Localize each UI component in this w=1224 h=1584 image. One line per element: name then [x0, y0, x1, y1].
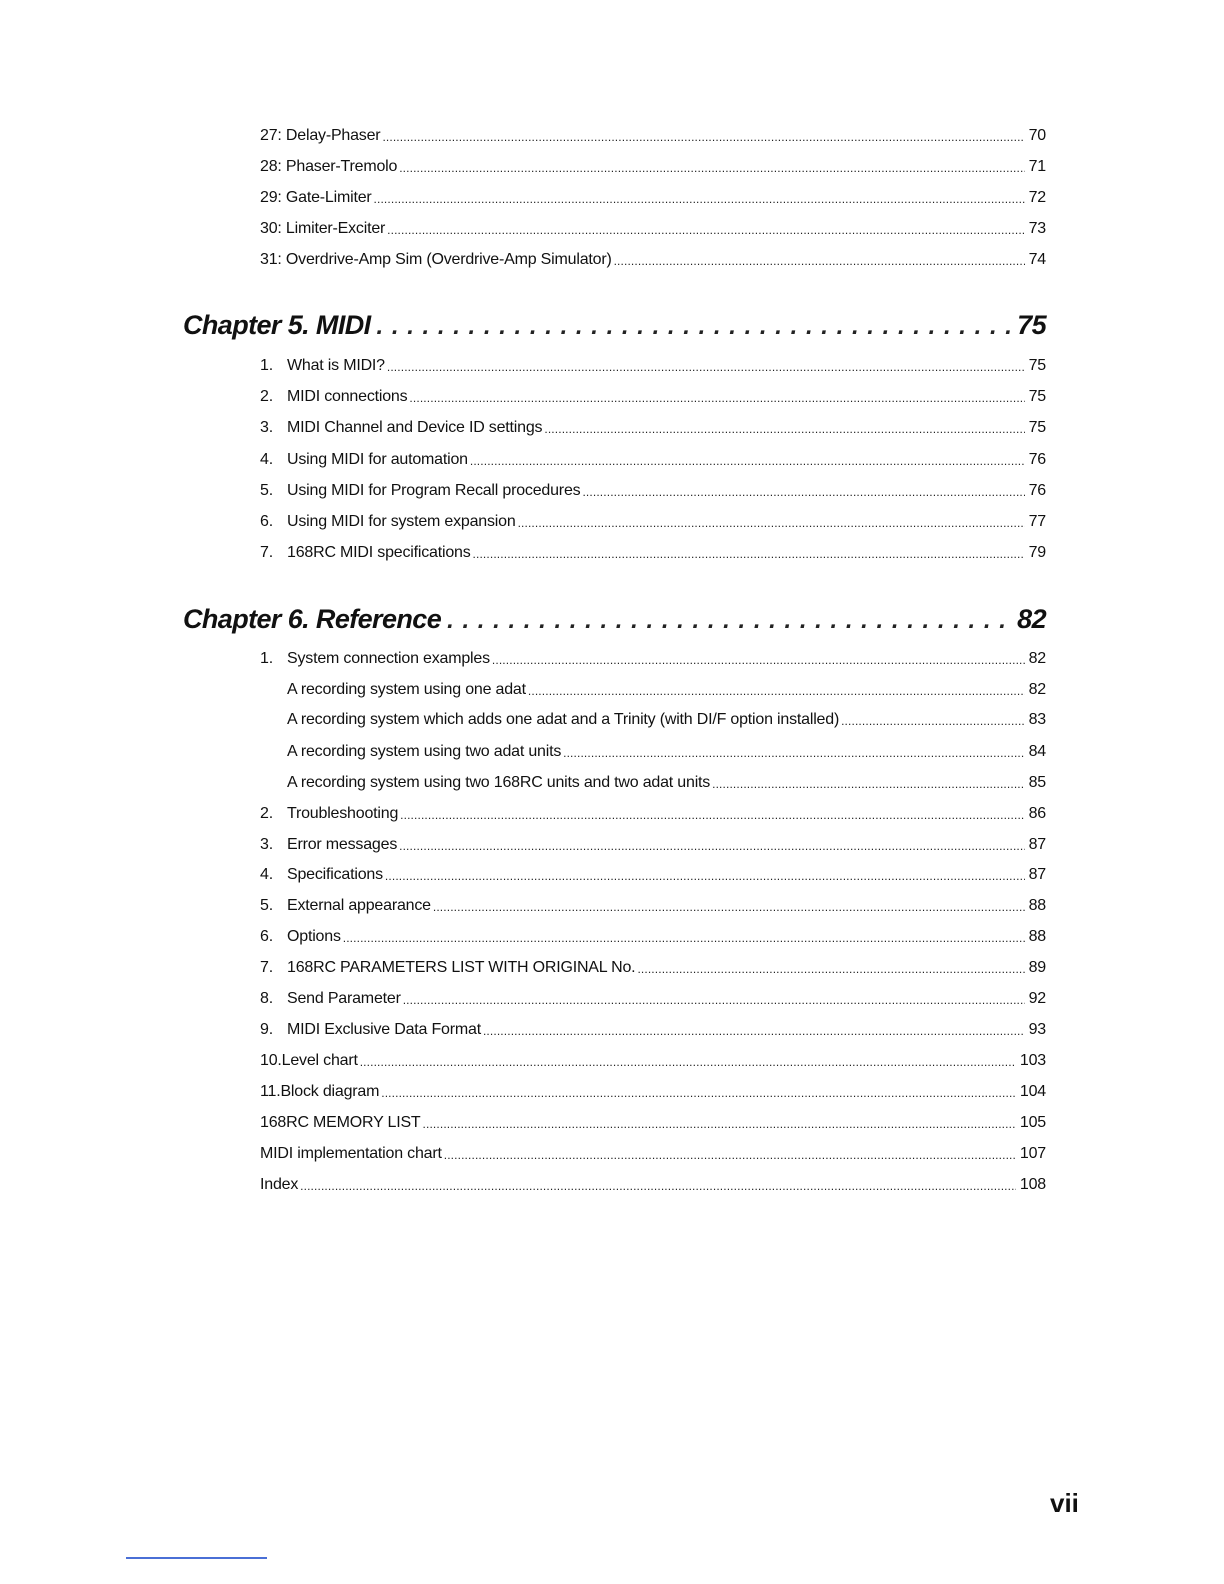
toc-page-number: 93 — [1028, 1021, 1046, 1038]
toc-entry-number: 2. — [260, 805, 273, 822]
dot-leader — [400, 806, 1024, 824]
dot-leader — [518, 514, 1025, 532]
toc-entry-5-4[interactable] — [260, 446, 1046, 470]
toc-page-number: 71 — [1028, 158, 1046, 175]
dot-leader — [544, 420, 1024, 438]
dot-leader — [423, 1115, 1016, 1133]
toc-entry-6-1[interactable] — [260, 645, 1046, 669]
dot-leader — [528, 682, 1025, 700]
toc-entry-6-10[interactable] — [260, 1047, 1046, 1071]
dot-leader — [470, 452, 1025, 470]
toc-entry-number: 8. — [260, 990, 273, 1007]
dot-leader — [483, 1022, 1025, 1040]
toc-page-number: 107 — [1019, 1145, 1046, 1162]
toc-entry-label: A recording system using one adat — [287, 681, 526, 698]
dot-leader — [614, 252, 1025, 270]
dot-leader — [403, 991, 1025, 1009]
toc-entry-label: Options — [287, 928, 341, 945]
toc-entry-label: 168RC PARAMETERS LIST WITH ORIGINAL No. — [287, 959, 636, 976]
dot-leader — [841, 712, 1025, 730]
dot-leader — [381, 1084, 1016, 1102]
toc-entry-5-5[interactable] — [260, 477, 1046, 501]
toc-page-number: 74 — [1028, 251, 1046, 268]
toc-entry-label: 27: Delay-Phaser — [260, 127, 381, 144]
chapter-title: Chapter 6. Reference — [183, 604, 442, 634]
toc-entry-number: 4. — [260, 866, 273, 883]
toc-entry-effect-27[interactable] — [260, 122, 1046, 146]
toc-page-number: 75 — [1028, 388, 1046, 405]
toc-page-number: 88 — [1028, 897, 1046, 914]
toc-entry-6-7[interactable] — [260, 954, 1046, 978]
toc-page-number: 73 — [1028, 220, 1046, 237]
chapter-page-number: 75 — [1017, 310, 1046, 340]
toc-page-number: 103 — [1019, 1052, 1046, 1069]
toc-page-number: 72 — [1028, 189, 1046, 206]
toc-page-number: 79 — [1028, 544, 1046, 561]
toc-entry-label: A recording system using two adat units — [287, 743, 562, 760]
toc-page-number: 82 — [1028, 681, 1046, 698]
dot-leader — [399, 159, 1024, 177]
toc-entry-effect-30[interactable] — [260, 215, 1046, 239]
toc-entry-6-8[interactable] — [260, 985, 1046, 1009]
toc-entry-6-6[interactable] — [260, 923, 1046, 947]
dot-leader — [444, 1146, 1016, 1164]
toc-entry-6-5[interactable] — [260, 892, 1046, 916]
toc-page-number: 108 — [1019, 1176, 1046, 1193]
toc-entry-label: MIDI implementation chart — [260, 1145, 442, 1162]
page-folio: vii — [1050, 1488, 1079, 1518]
toc-entry-label: Index — [260, 1176, 299, 1193]
toc-page-number: 86 — [1028, 805, 1046, 822]
toc-entry-5-2[interactable] — [260, 383, 1046, 407]
toc-entry-5-3[interactable] — [260, 414, 1046, 438]
toc-chapter-6[interactable] — [183, 596, 1046, 636]
dot-leader — [399, 837, 1024, 855]
toc-entry-label: MIDI Channel and Device ID settings — [287, 419, 543, 436]
toc-subentry-6-1-c[interactable] — [287, 738, 1046, 762]
toc-page-number: 88 — [1028, 928, 1046, 945]
toc-entry-label: MIDI Exclusive Data Format — [287, 1021, 481, 1038]
dot-leader — [447, 606, 1011, 636]
dot-leader — [637, 960, 1024, 978]
toc-entry-label: External appearance — [287, 897, 431, 914]
toc-entry-label: What is MIDI? — [287, 357, 385, 374]
toc-entry-6-3[interactable] — [260, 831, 1046, 855]
toc-page-number: 104 — [1019, 1083, 1046, 1100]
toc-entry-number: 5. — [260, 482, 273, 499]
toc-page-number: 84 — [1028, 743, 1046, 760]
dot-leader — [360, 1053, 1016, 1071]
dot-leader — [377, 312, 1012, 342]
toc-entry-label: 29: Gate-Limiter — [260, 189, 372, 206]
toc-page-number: 70 — [1028, 127, 1046, 144]
dot-leader — [387, 221, 1024, 239]
toc-entry-index[interactable] — [260, 1171, 1046, 1195]
toc-entry-5-7[interactable] — [260, 539, 1046, 563]
toc-entry-label: 11.Block diagram — [260, 1083, 380, 1100]
toc-entry-5-6[interactable] — [260, 508, 1046, 532]
toc-page-number: 75 — [1028, 419, 1046, 436]
toc-entry-label: Using MIDI for system expansion — [287, 513, 516, 530]
toc-entry-label: 28: Phaser-Tremolo — [260, 158, 398, 175]
dot-leader — [409, 389, 1024, 407]
toc-entry-label: Using MIDI for Program Recall procedures — [287, 482, 581, 499]
toc-entry-number: 4. — [260, 451, 273, 468]
toc-entry-6-11[interactable] — [260, 1078, 1046, 1102]
toc-page-number: 75 — [1028, 357, 1046, 374]
toc-page-number: 85 — [1028, 774, 1046, 791]
toc-entry-effect-31[interactable] — [260, 246, 1046, 270]
toc-page-number: 87 — [1028, 866, 1046, 883]
toc-page-number: 92 — [1028, 990, 1046, 1007]
toc-entry-label: MIDI connections — [287, 388, 408, 405]
dot-leader — [473, 545, 1025, 563]
dot-leader — [433, 898, 1025, 916]
dot-leader — [343, 929, 1025, 947]
dot-leader — [300, 1177, 1016, 1195]
dot-leader — [382, 128, 1024, 146]
toc-entry-memory-list[interactable] — [260, 1109, 1046, 1133]
toc-chapter-5[interactable] — [183, 302, 1046, 342]
toc-page-number: 89 — [1028, 959, 1046, 976]
toc-page-number: 83 — [1028, 711, 1046, 728]
toc-page-number: 82 — [1028, 650, 1046, 667]
toc-page-number: 76 — [1028, 451, 1046, 468]
toc-entry-label: Troubleshooting — [287, 805, 399, 822]
toc-entry-number: 5. — [260, 897, 273, 914]
toc-entry-number: 6. — [260, 928, 273, 945]
toc-entry-effect-28[interactable] — [260, 153, 1046, 177]
toc-page-number: 105 — [1019, 1114, 1046, 1131]
footer-rule — [126, 1557, 267, 1559]
dot-leader — [492, 651, 1025, 669]
toc-entry-number: 1. — [260, 357, 273, 374]
toc-page-number: 76 — [1028, 482, 1046, 499]
toc-subentry-6-1-d[interactable] — [287, 769, 1046, 793]
toc-entry-number: 3. — [260, 419, 273, 436]
toc-entry-label: Error messages — [287, 836, 398, 853]
toc-entry-number: 3. — [260, 836, 273, 853]
toc-entry-label: 31: Overdrive-Amp Sim (Overdrive-Amp Simulator) — [260, 251, 612, 268]
toc-entry-label: System connection examples — [287, 650, 490, 667]
toc-subentry-6-1-a[interactable] — [287, 676, 1046, 700]
toc-entry-label: 168RC MEMORY LIST — [260, 1114, 421, 1131]
toc-page-number: 77 — [1028, 513, 1046, 530]
toc-entry-midi-implementation[interactable] — [260, 1140, 1046, 1164]
toc-entry-number: 9. — [260, 1021, 273, 1038]
dot-leader — [387, 358, 1025, 376]
toc-entry-label: 30: Limiter-Exciter — [260, 220, 386, 237]
toc-entry-number: 2. — [260, 388, 273, 405]
toc-entry-label: A recording system which adds one adat and a Trinity (with DI/F option installed) — [287, 711, 840, 728]
toc-entry-label: 10.Level chart — [260, 1052, 358, 1069]
dot-leader — [563, 744, 1024, 762]
dot-leader — [712, 775, 1024, 793]
toc-entry-number: 7. — [260, 959, 273, 976]
toc-entry-5-1[interactable] — [260, 352, 1046, 376]
toc-entry-label: Send Parameter — [287, 990, 401, 1007]
toc-entry-number: 7. — [260, 544, 273, 561]
toc-entry-label: 168RC MIDI specifications — [287, 544, 471, 561]
toc-entry-6-2[interactable] — [260, 800, 1046, 824]
toc-entry-label: A recording system using two 168RC units and two adat units — [287, 774, 711, 791]
toc-entry-label: Using MIDI for automation — [287, 451, 468, 468]
toc-page-number: 87 — [1028, 836, 1046, 853]
toc-entry-label: Specifications — [287, 866, 383, 883]
chapter-page-number: 82 — [1017, 604, 1046, 634]
dot-leader — [374, 190, 1025, 208]
toc-entry-number: 6. — [260, 513, 273, 530]
toc-entry-effect-29[interactable] — [260, 184, 1046, 208]
toc-entry-6-4[interactable] — [260, 861, 1046, 885]
toc-entry-6-9[interactable] — [260, 1016, 1046, 1040]
toc-subentry-6-1-b[interactable] — [287, 706, 1046, 730]
chapter-title: Chapter 5. MIDI — [183, 310, 371, 340]
dot-leader — [385, 867, 1025, 885]
dot-leader — [582, 483, 1024, 501]
toc-entry-number: 1. — [260, 650, 273, 667]
